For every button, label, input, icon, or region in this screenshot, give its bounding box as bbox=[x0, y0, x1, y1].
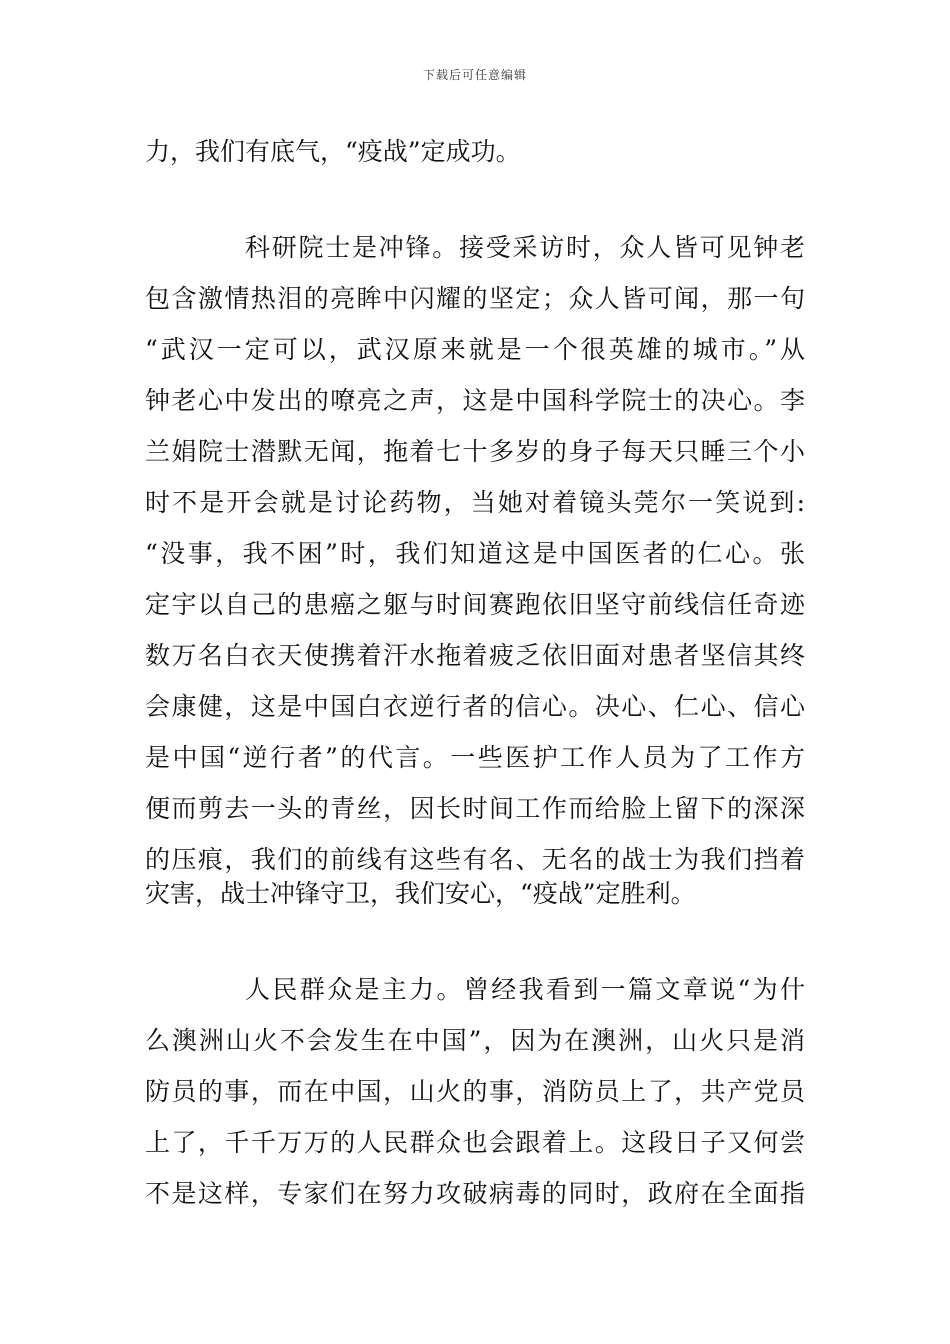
paragraph-2-line-1: 科研院士是冲锋。接受采访时，众人皆可见钟老 bbox=[245, 233, 805, 262]
paragraph-2-line-10: 会康健，这是中国白衣逆行者的信心。决心、仁心、信心 bbox=[145, 692, 805, 721]
paragraph-2-line-9: 数万名白衣天使携着汗水拖着疲乏依旧面对患者坚信其终 bbox=[145, 641, 805, 670]
paragraph-3-line-2: 么澳洲山火不会发生在中国”，因为在澳洲，山火只是消 bbox=[145, 1026, 805, 1055]
paragraph-2-line-2: 包含激情热泪的亮眸中闪耀的坚定；众人皆可闻，那一句 bbox=[145, 284, 805, 313]
paragraph-3-line-4: 上了，千千万万的人民群众也会跟着上。这段日子又何尝 bbox=[145, 1128, 805, 1157]
paragraph-2-line-6: 时不是开会就是讨论药物，当她对着镜头莞尔一笑说到: bbox=[145, 488, 805, 517]
paragraph-2-line-3: “武汉一定可以，武汉原来就是一个很英雄的城市。”从 bbox=[145, 335, 805, 364]
header-note: 下载后可任意编辑 bbox=[422, 68, 527, 82]
paragraph-2-line-14: 灾害，战士冲锋守卫，我们安心，“疫战”定胜利。 bbox=[145, 879, 696, 908]
paragraph-2-line-13: 的压痕，我们的前线有这些有名、无名的战士为我们挡着 bbox=[145, 845, 805, 874]
paragraph-2-line-12: 便而剪去一头的青丝，因长时间工作而给脸上留下的深深 bbox=[145, 794, 805, 823]
paragraph-2-line-11: 是中国“逆行者”的代言。一些医护工作人员为了工作方 bbox=[145, 743, 805, 772]
paragraph-3-line-3: 防员的事，而在中国，山火的事，消防员上了，共产党员 bbox=[145, 1077, 805, 1106]
paragraph-1-line-1: 力，我们有底气，“疫战”定成功。 bbox=[145, 137, 521, 166]
paragraph-3-line-5: 不是这样，专家们在努力攻破病毒的同时，政府在全面指 bbox=[145, 1179, 805, 1208]
paragraph-2-line-7: “没事，我不困”时，我们知道这是中国医者的仁心。张 bbox=[145, 539, 805, 568]
paragraph-2-line-4: 钟老心中发出的嘹亮之声，这是中国科学院士的决心。李 bbox=[145, 386, 805, 415]
paragraph-2-line-5: 兰娟院士潜默无闻，拖着七十多岁的身子每天只睡三个小 bbox=[145, 437, 805, 466]
paragraph-3-line-1: 人民群众是主力。曾经我看到一篇文章说“为什 bbox=[245, 975, 805, 1004]
paragraph-2-line-8: 定宇以自己的患癌之躯与时间赛跑依旧坚守前线信任奇迹 bbox=[145, 590, 805, 619]
